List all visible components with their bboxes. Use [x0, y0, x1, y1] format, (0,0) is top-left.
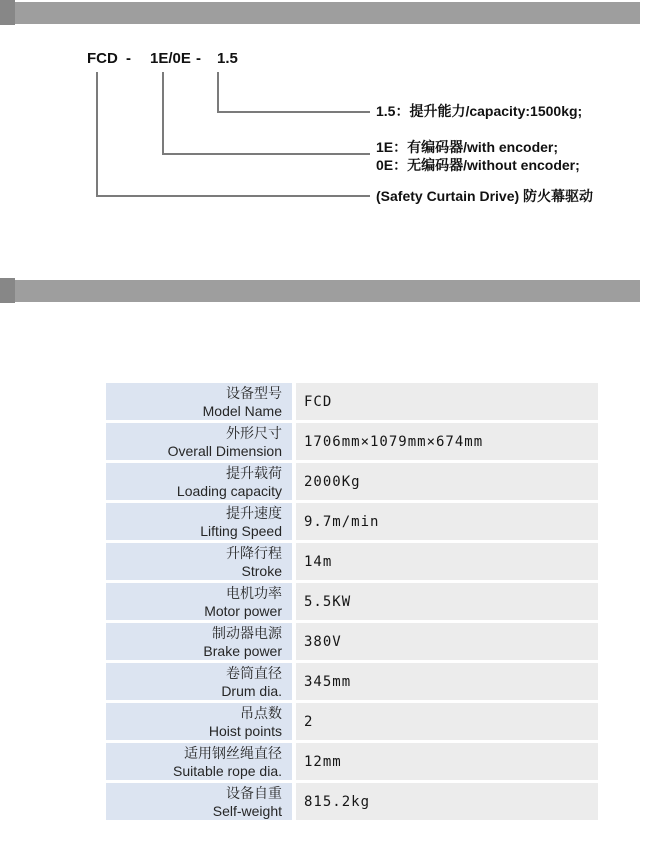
annotation-capacity: 1.5：提升能力/capacity:1500kg; — [376, 103, 583, 119]
row-label-zh: 卷筒直径 — [226, 664, 282, 681]
table-row-self-weight — [106, 783, 598, 820]
row-label-zh: 吊点数 — [240, 704, 282, 721]
row-label-zh: 提升速度 — [226, 504, 282, 521]
row-label — [106, 423, 292, 460]
table-row-stroke — [106, 543, 598, 580]
section2-index-square — [0, 278, 15, 303]
section1-index-square — [0, 0, 15, 25]
row-label — [106, 783, 292, 820]
row-value: 9.7m/min — [296, 503, 598, 540]
row-label-zh: 电机功率 — [226, 584, 282, 601]
row-label-en: Overall Dimension — [167, 442, 282, 459]
connector-hline-encoder — [162, 153, 370, 155]
connector-vline-encoder — [162, 72, 164, 155]
row-label-zh: 外形尺寸 — [226, 424, 282, 441]
section2-header-title: 2 规格说明/Specification — [36, 304, 217, 321]
table-row-drum-dia — [106, 663, 598, 700]
table-row-overall-dimension — [106, 423, 598, 460]
row-label-en: Drum dia. — [221, 682, 282, 699]
row-label-zh: 设备型号 — [226, 384, 282, 401]
row-label-zh: 制动器电源 — [212, 624, 282, 641]
row-label — [106, 503, 292, 540]
row-value: FCD — [296, 383, 598, 420]
annotation-encoder-without: 0E：无编码器/without encoder; — [376, 157, 580, 173]
table-row-brake-power — [106, 623, 598, 660]
row-label-zh: 提升载荷 — [226, 464, 282, 481]
model-code-encoder: 1E/0E — [150, 50, 191, 67]
row-label-en: Hoist points — [208, 722, 282, 739]
row-label-zh: 升降行程 — [226, 544, 282, 561]
row-label-en: Stroke — [241, 562, 282, 579]
row-label — [106, 743, 292, 780]
row-label — [106, 703, 292, 740]
table-row-model-name — [106, 383, 598, 420]
row-label — [106, 543, 292, 580]
table-row-suitable-rope-dia — [106, 743, 598, 780]
row-value: 2 — [296, 703, 598, 740]
row-label-en: Motor power — [204, 602, 282, 619]
row-value: 2000Kg — [296, 463, 598, 500]
row-value: 1706mm×1079mm×674mm — [296, 423, 598, 460]
row-label-en: Brake power — [203, 642, 282, 659]
table-row-motor-power — [106, 583, 598, 620]
connector-vline-capacity — [217, 72, 219, 113]
row-label-zh: 设备自重 — [226, 784, 282, 801]
row-label — [106, 383, 292, 420]
row-value: 380V — [296, 623, 598, 660]
row-value: 5.5KW — [296, 583, 598, 620]
row-label-en: Suitable rope dia. — [173, 762, 282, 779]
row-label-en: Loading capacity — [176, 482, 282, 499]
row-value: 12mm — [296, 743, 598, 780]
connector-vline-safety — [96, 72, 98, 197]
section2-header-bar — [15, 280, 640, 321]
row-value: 345mm — [296, 663, 598, 700]
row-label — [106, 623, 292, 660]
annotation-encoder-with: 1E：有编码器/with encoder; — [376, 139, 559, 155]
table-row-hoist-points — [106, 703, 598, 740]
connector-hline-capacity — [217, 111, 370, 113]
specification-table — [106, 383, 598, 823]
row-label — [106, 463, 292, 500]
table-row-loading-capacity — [106, 463, 598, 500]
row-label-en: Lifting Speed — [200, 522, 282, 539]
row-label-en: Self-weight — [212, 802, 282, 819]
model-code-capacity: 1.5 — [217, 50, 238, 67]
model-code-prefix: FCD — [87, 50, 118, 67]
model-code-dash-1: - — [126, 50, 131, 67]
row-label-zh: 适用钢丝绳直径 — [184, 744, 282, 761]
annotation-safety-curtain: (Safety Curtain Drive) 防火幕驱动 — [376, 188, 594, 204]
row-label — [106, 663, 292, 700]
row-label — [106, 583, 292, 620]
section1-header-title: 1 型号描述/Model Description — [36, 26, 260, 43]
table-row-lifting-speed — [106, 503, 598, 540]
row-label-en: Model Name — [202, 402, 282, 419]
connector-hline-safety — [96, 195, 370, 197]
row-value: 815.2kg — [296, 783, 598, 820]
section1-header-bar — [15, 2, 640, 43]
model-code-dash-2: - — [196, 50, 201, 67]
row-value: 14m — [296, 543, 598, 580]
